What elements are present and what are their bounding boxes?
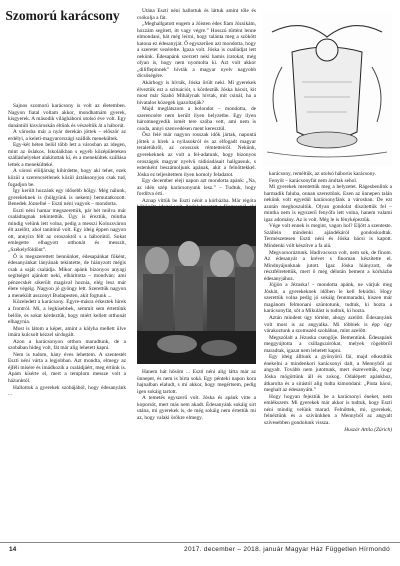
paragraph: Ő is megszerettett bennünket, édesapánkat főként, édesanyánkat lányának tekintette, de hiányzott mégis csak a saját családja. Mikor apánk bizonyos anyagi segítséget ajánlott neki, elhárította – mondván: ami pénzecskét sikerült magával hoznia, elég lesz már élete végéig. Nagyon jó gyöngy lett. Szerettük nagyon a menekült asszonyt Budapesten, akit fogtunk ... — [8, 253, 126, 299]
crowd-photo — [137, 206, 256, 364]
paragraph: Megszólalt a Jézuska csengője. Bementünk. Édesapánk meggyújtotta a csillagszórókat, melyek rögebbről maradtak, igazat nem lehetett kapni. — [264, 334, 392, 354]
author-signature: Huszár Attila (Zürich) — [344, 427, 392, 434]
paragraph: A városi elöljárság kihirdette, hogy aki tehet, ezek közül a szerencsétlenek közül áztáksonyjon csak tud, fogadjon be. — [8, 168, 126, 188]
paragraph: Egy december eleji napon azt mondotta apánk: „Na, az idén szép karácsonyunk lesz.” – Tudtuk, hogy fordítva érti. — [137, 178, 256, 198]
paragraph: Hallottuk a gyerekek szobájából, hogy édesanyánk ... — [8, 384, 126, 398]
paragraph: Utána Eszti néni hallottuk és láttuk amint tőle és csókolja a fát. — [137, 8, 256, 21]
paragraph: Megvacsoráztunk. Hadivacsora volt, nem sok, de finom. Az édesanyát a krévet s finoman készítette el. Mindnyájunknak jutott. Igaz Jóska hiányzott, de résztfélretettük, mert ő még délután bement a kórházba édesanyjához. — [264, 249, 392, 282]
paragraph: Sajnos szomorú karácsony is volt az életemben. Nagyon fiatal voltam akkor, mondhatnám gyerek, kisgyerek. A második világháború utolsó éve volt. Egy dunántúli kisvároskán éltünk és vészeltük át a háborút. — [8, 103, 126, 129]
paragraph: Majd meglátszom a bolondot – mondotta, de szerencsére nem került ilyen helyzetbe. Egy ilyen háromnegyedik ismét tere szóba vett, ami nem is csoda, annyi szenvedésen ment keresztül. — [137, 106, 256, 132]
paragraph: Fenyőt – karácsonyfát nem árultak sehol. — [269, 177, 358, 184]
paragraph: Mi gyerekek mentettük meg a helyzetet. Rágesbenlink a harmadik faluba, onnan szereztünk. Ezen az ünnepen talán nekünk volt egyedül karácsonyfánk a városban. De ezt azután meghoszultük. Olyan gondolat díszítettük fel – mintha nem is egyszerű fenyőfa lett volna, hanem valami igaz adomány. Az is volt. Még le is fényképeztük. — [264, 184, 392, 223]
paragraph: Közeledett a karácsony. Egyre-másra érkeztek hírek a frontról. Mi, a legkisebbek, semmit sem értettünk belőle, és sokat kérdeztük, hogy miért kellett otthonát elhagynia. — [8, 299, 126, 326]
paragraph: Nem is tudom, hány éves lehettem. A szentestét Eszti néni várta a legjobban. Azt mondta, elmegy az éjféli misére és imádkozik a családjáért, meg értünk is. Apám kísérte el, mert a templom messze volt a házunktól. — [8, 351, 126, 384]
paragraph: „Meghallgatott engem a Jóisten édes fiam Józsikám, hozzám segített, itt vagy végre.” Hosszú tűrtént lenne elmondani, hát még leírni, hogy talánta meg a szökött katona ez édesanyját. Ő egyszerűen azt mondotta, hogy a szeretet vezérelte. Igaza volt. Jóska is csalládjat lett nekünk. Édesapánk szerzett neki hamis iratokat, még olyan is, hogy nem nyomolta ki. Azt volt akkor „diliflepinnek” hívták a magyar nyelv nagyobb dicsőségére. — [137, 21, 256, 80]
paragraph: karácsony, reméltük, az utolsó háborús karácsony. — [269, 171, 377, 177]
paragraph: Hogy hogyan fejeztük be a karácsonyi éneket, nem emlékszem. Mi gyerekek már akkor is tudtuk, hogy Eszti néni mindig velünk marad. Felnőttek, mi, gyerekek, felnéztünk és a szívünkben a Mennyből az angyalt szívesebben gondolunk vissza. — [264, 393, 392, 426]
article-column-3 — [264, 171, 392, 540]
paragraph: Aztán mindent úgy történt, ahogy azelőtt. Édesanyánk volt most is az angyalka. Mi többiek is épp úgy várakoztunk a szomszéd szobában, mint azelőtt. — [264, 315, 392, 335]
paragraph: Egy-két héten belül több lett a városban az idegen, mint az őslakos. Iskoláikban s egyéb középületeken szálláshelyeket alakítottak ki, és a menekültek szállása lettek a menekülteké. — [8, 142, 126, 168]
paragraph: Ősz felé már nagyon rosszak idők jártak, napontá jöttek a hírek a nyilasokról és az elfogadt magyar teraletükről, az orosszok rémtetteiről. Nekünk, gyerekeknek az volt a fel-adatunk, hogy bizonyos oroszágok magyar nyelvű rádióadásait hallgassuk, s estenként beszámoljunk apának, akit a felnőttekkel. Jóska ez teljesítettem ilyen komoly feladatot. — [137, 132, 256, 178]
article-column-2-lower — [137, 369, 256, 539]
article-column-1 — [8, 103, 126, 535]
paragraph: Azon a karácsonyon otthon maradtunk, de a szobában hideg volt, fát már alig lehetett kapni. — [8, 338, 126, 352]
photo-illustration — [137, 206, 256, 364]
angel-drawing — [262, 12, 392, 166]
publication-info: 2017. december – 2018. január Magyar Ház Független Hírmondó — [184, 546, 390, 553]
paragraph: Most is látom a képet, amint a kályha mellett ülve imára kulcsolt kézzel sírdogált. — [8, 325, 126, 339]
paragraph: Hanem hát hősöm ... Eszti néni alig látta már az ünnepet, és nem is bírta soká. Egy pénteki napon kora hajnalban elaludt, s mi akkor, hogy megértsem, pedig igen sokáig tartott. — [137, 369, 256, 395]
article-title: Szomorú karácsony — [5, 8, 120, 23]
paragraph: Akárhogy is hívták, Jóska őrült neki. Mi gyerekek élveztük ezt a szituációt, s kördeztük Jóska bácsit, kit most már Szabó Mihálynak hívtak, mit csinál, ha a hívatalos közegek igazoltatják? — [137, 80, 256, 106]
page-footer — [0, 542, 400, 557]
paragraph: Aznap vittük be Eszti nénit a kórházba. Már régóta — [142, 197, 256, 204]
paragraph: A temetés egyszerű volt. Jóska és apánk vitte a koporsót, mert más nem akadt. Édesanyánk sokáig sírt utána, mi gyerekek is, de még sokáig nem értettük mi az, hogy valaki örökre elmegy. — [137, 395, 256, 421]
nativity-illustration — [262, 12, 392, 166]
paragraph: A városba már a nyár derekán jöttek – először az erdélyi, a keleti-magyarországi szállók menekültek. — [8, 129, 126, 142]
page-number: 14 — [9, 546, 17, 553]
paragraph: Eszti néni hamar megszerettük, pár hét múlva már családtagnak tekintettük. Úgy is éreztük, mintha mindig velünk lett volna, pedig a messzi Kolozsváron élt azelőtt, ahol tanítónő volt. Egy ideig éppen nagyon ott, annyira félt az oroszoktól s a háborútól. Sokat emlegette elhagyott otthonát és messzit, „Székelyföldönt”. — [8, 207, 126, 254]
paragraph: Egy ideig álltunk a gyönyörű fái, majd elkezdtük énekelni a mindenkori karácsonyi dalt, a Mennyből az angyalt. Tovább nem jutottunk, mert észrevettük, hogy Jóska mögöttünk áll és zokog. Odalépett apánkhoz, átkarolta és a sírástól alig tudta kimondani: „Piuta bácsi, meghalt az édesanyám.” — [264, 354, 392, 394]
paragraph: Vége volt ennek is megint, vagon hol? Eljött a szenteste. Szállein mindenki ajándékáról gondoskodtak. Természetesen Eszti néni és Jóska bácsi is kapott. Mindenki vólt készítve a fa alá. — [264, 223, 392, 250]
article-column-2 — [137, 8, 256, 204]
paragraph: Így került hozzánk egy idősebb hölgy. Még nálunk, gyerekeknek is (hölgyünk is nekem) bemutatkozott. Benedek Józsefné – Eszti néni vagyok – mondotta. — [8, 188, 126, 208]
paragraph: Jöjjön a Jézuska! - mondotta apánk, ne várjuk meg Jóskát, a gyerekeknek időben le kell feküdni. Hogy szerettük volna pedig jó sokáig fennmaradni, hiszen már magánom felmonani szüntotunk, tudtuk, ki hozta a karácsonyfát, sőt a Mikulást is tudtuk, ki hozta. — [264, 282, 392, 315]
